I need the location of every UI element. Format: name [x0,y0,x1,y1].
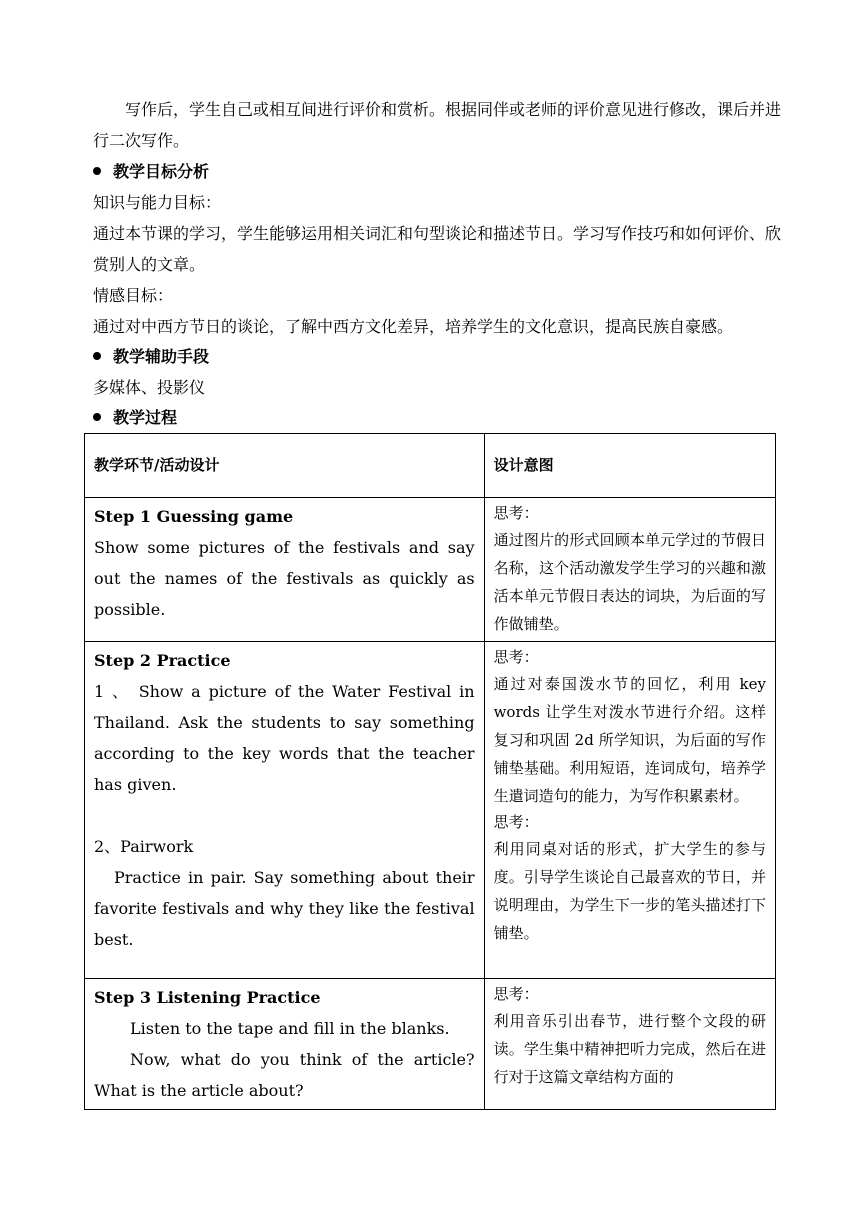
step1-body: Show some pictures of the festivals and say out the names of the festivals as quickly as possible. [94,538,475,619]
bullet-icon [93,413,101,421]
step2-intent-cell [484,642,775,979]
step2-note1-text: 通过对泰国泼水节的回忆，利用 key words 让学生对泼水节进行介绍。这样复习和巩固 2d 所学知识，为后面的写作铺垫基础。利用短语，连词成句，培养学生遣词造句的能力，为写作积累素材。 [493,675,766,805]
table-row [85,498,776,642]
step3-note-label: 思考： [493,985,539,1003]
bullet-icon [93,352,101,360]
step3-cell [85,979,485,1110]
emotion-label: 情感目标： [93,286,174,305]
aids-text: 多媒体、投影仪 [93,378,206,397]
table-header-row [85,434,776,498]
step2-note2-label: 思考： [493,813,539,831]
header-activity-design: 教学环节/活动设计 [85,434,485,498]
step1-intent-cell [484,498,775,642]
objectives-heading [93,156,209,187]
step3-intent-cell [484,979,775,1110]
aids-heading-text: 教学辅助手段 [113,347,210,366]
step2-item2-body: Practice in pair. Say something about their favorite festivals and why they like the festival best. [94,868,475,949]
step1-note-text: 通过图片的形式回顾本单元学过的节假日名称，这个活动激发学生学习的兴趣和激活本单元节假日表达的词块，为后面的写作做铺垫。 [493,531,766,633]
step3-line1: Listen to the tape and fill in the blanks. [130,1019,450,1038]
step2-note2-text: 利用同桌对话的形式，扩大学生的参与度。引导学生谈论自己最喜欢的节日，并说明理由，为学生下一步的笔头描述打下铺垫。 [493,840,766,942]
step3-note-text: 利用音乐引出春节，进行整个文段的研读。学生集中精神把听力完成，然后在进行对于这篇文章结构方面的 [493,1012,766,1086]
bullet-icon [93,167,101,175]
process-heading [93,402,177,433]
aids-heading [93,341,209,372]
table-row [85,642,776,979]
step2-note1-label: 思考： [493,648,539,666]
emotion-text: 通过对中西方节日的谈论，了解中西方文化差异，培养学生的文化意识，提高民族自豪感。 [93,317,734,336]
step2-item2-title: 2、Pairwork [94,837,194,856]
step2-cell [85,642,485,979]
knowledge-label: 知识与能力目标： [93,193,222,212]
step3-title: Step 3 Listening Practice [94,988,321,1007]
teaching-process-table [84,433,776,1110]
step1-title: Step 1 Guessing game [94,507,294,526]
step2-item1: 1 、 Show a picture of the Water Festival in Thailand. Ask the students to say something according to the key words that the teacher has given. [94,682,475,794]
spacer [94,800,475,831]
header-design-intent: 设计意图 [484,434,775,498]
step3-line2: Now, what do you think of the article? What is the article about? [94,1050,475,1100]
process-heading-text: 教学过程 [113,408,178,427]
intro-paragraph: 写作后，学生自己或相互间进行评价和赏析。根据同伴或老师的评价意见进行修改，课后并进行二次写作。 [93,100,782,150]
objectives-heading-text: 教学目标分析 [113,162,210,181]
step1-note-label: 思考： [493,504,539,522]
knowledge-text: 通过本节课的学习，学生能够运用相关词汇和句型谈论和描述节日。学习写作技巧和如何评价、欣赏别人的文章。 [93,224,782,274]
table-row [85,979,776,1110]
step2-title: Step 2 Practice [94,651,231,670]
step1-cell [85,498,485,642]
